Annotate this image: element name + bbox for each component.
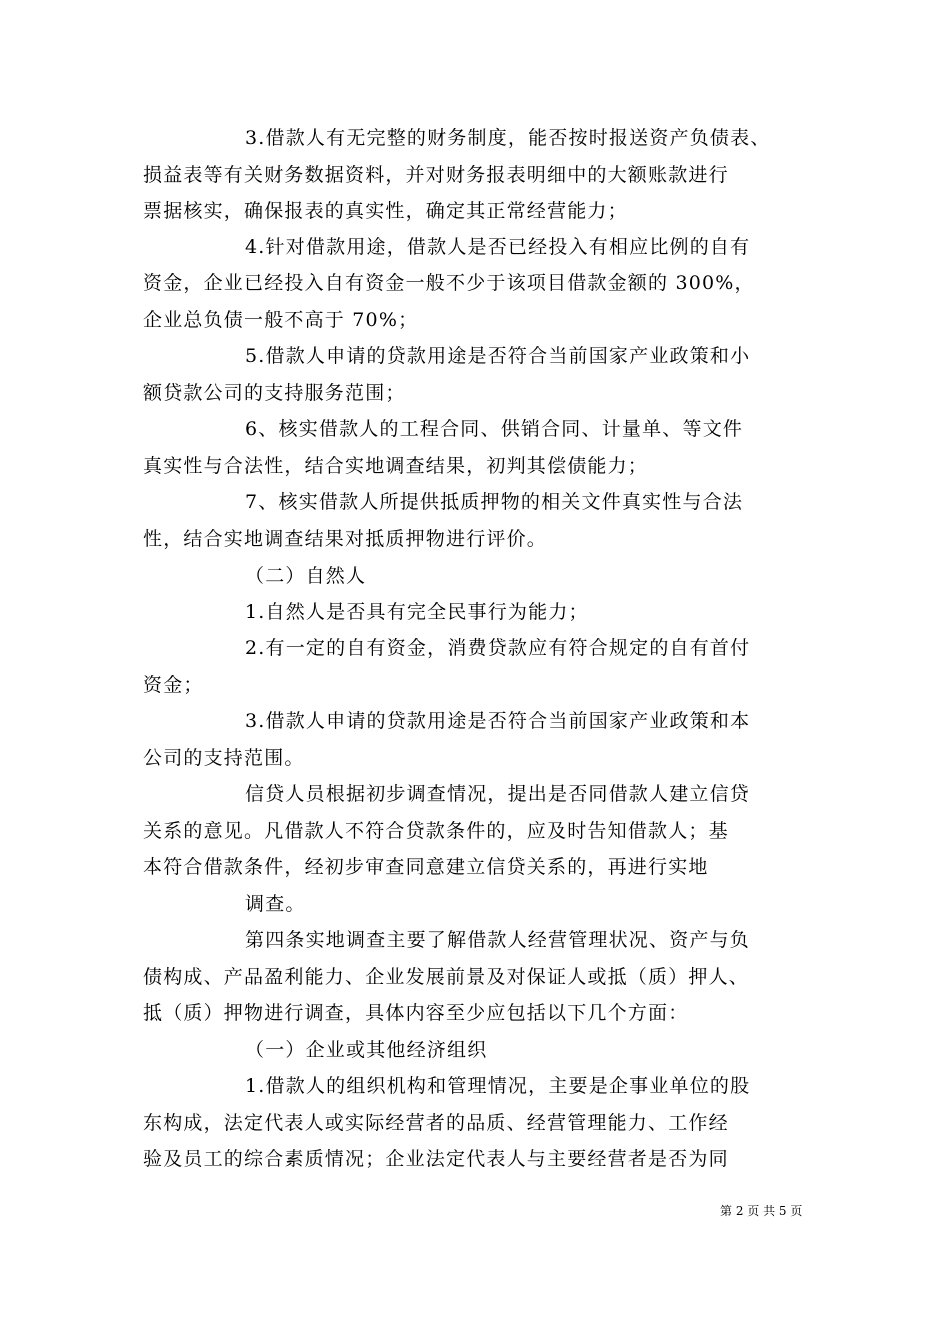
text-line: 性，结合实地调查结果对抵质押物进行评价。: [143, 528, 548, 550]
text-line: 资金，企业已经投入自有资金一般不少于该项目借款金额的 300%，: [143, 272, 755, 294]
text-line: 7、核实借款人所提供抵质押物的相关文件真实性与合法: [245, 491, 744, 513]
text-line: 本符合借款条件，经初步审查同意建立信贷关系的，再进行实地: [143, 856, 709, 878]
text-line: 票据核实，确保报表的真实性，确定其正常经营能力；: [143, 200, 628, 222]
text-line: 验及员工的综合素质情况；企业法定代表人与主要经营者是否为同: [143, 1148, 729, 1170]
text-line: 真实性与合法性，结合实地调查结果，初判其偿债能力；: [143, 455, 649, 477]
text-line: 调查。: [245, 893, 306, 915]
text-line: 抵（质）押物进行调查，具体内容至少应包括以下几个方面：: [143, 1002, 689, 1024]
text-line: 6、核实借款人的工程合同、供销合同、计量单、等文件: [245, 418, 744, 440]
text-line: 东构成，法定代表人或实际经营者的品质、经营管理能力、工作经: [143, 1112, 729, 1134]
text-line: 4.针对借款用途，借款人是否已经投入有相应比例的自有: [245, 236, 751, 258]
text-line: 5.借款人申请的贷款用途是否符合当前国家产业政策和小: [245, 345, 751, 367]
text-line: 资金；: [143, 674, 204, 696]
text-line: 企业总负债一般不高于 70%；: [143, 309, 419, 331]
text-line: 第四条实地调查主要了解借款人经营管理状况、资产与负: [245, 929, 751, 951]
text-line: 额贷款公司的支持服务范围；: [143, 382, 406, 404]
text-line: 1.自然人是否具有完全民事行为能力；: [245, 601, 589, 623]
text-line: 债构成、产品盈利能力、企业发展前景及对保证人或抵（质）押人、: [143, 966, 750, 988]
text-line: 信贷人员根据初步调查情况，提出是否同借款人建立信贷: [245, 783, 751, 805]
page-number: 第 2 页 共 5 页: [720, 1204, 803, 1218]
text-line: 3.借款人有无完整的财务制度，能否按时报送资产负债表、: [245, 127, 771, 149]
text-line: 2.有一定的自有资金，消费贷款应有符合规定的自有首付: [245, 637, 751, 659]
text-line: 公司的支持范围。: [143, 747, 305, 769]
text-line: 1.借款人的组织机构和管理情况，主要是企事业单位的股: [245, 1075, 751, 1097]
section-heading: （二）自然人: [245, 565, 367, 587]
text-line: 损益表等有关财务数据资料，并对财务报表明细中的大额账款进行: [143, 164, 729, 186]
text-line: 关系的意见。凡借款人不符合贷款条件的，应及时告知借款人；基: [143, 820, 729, 842]
text-line: 3.借款人申请的贷款用途是否符合当前国家产业政策和本: [245, 710, 751, 732]
section-heading: （一）企业或其他经济组织: [245, 1039, 488, 1061]
